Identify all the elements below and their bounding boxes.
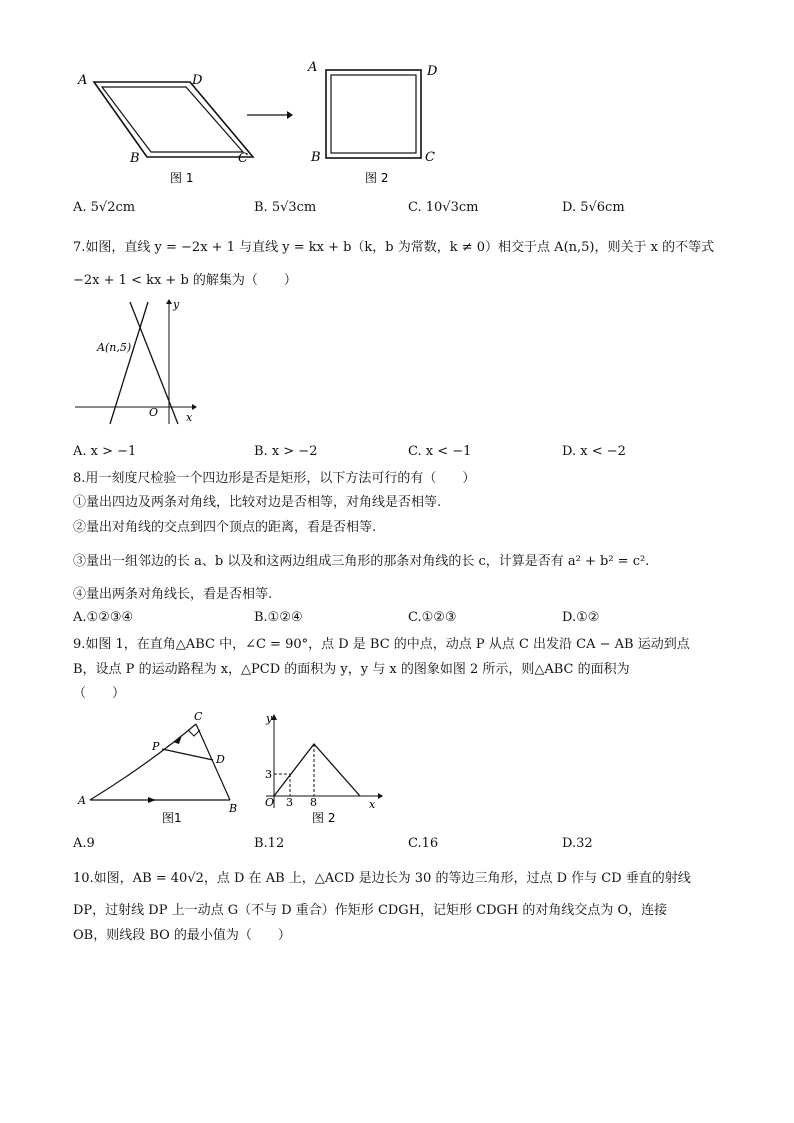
axis-y-label: y bbox=[266, 712, 273, 725]
axis-x-label: x bbox=[369, 798, 376, 811]
arrow-on-AB bbox=[148, 797, 156, 803]
q6-figure-2 bbox=[303, 55, 473, 190]
tick-x-3: 3 bbox=[286, 796, 293, 809]
q8-stem: 8.用一刻度尺检验一个四边形是否是矩形，以下方法可行的有（ ） bbox=[73, 471, 476, 486]
axis-x-label: x bbox=[186, 411, 193, 424]
origin-label: O bbox=[149, 406, 159, 419]
label-D: D bbox=[192, 73, 203, 88]
q8-item-1: ①量出四边及两条对角线，比较对边是否相等，对角线是否相等. bbox=[73, 495, 442, 510]
segment-PD bbox=[162, 749, 213, 760]
axis-y-label: y bbox=[173, 298, 180, 311]
side-AC bbox=[90, 724, 196, 800]
q7-stem-line2: −2x + 1 < kx + b 的解集为（ ） bbox=[73, 273, 297, 288]
tick-x-8: 8 bbox=[310, 796, 317, 809]
q7-option-b[interactable]: B. x > −2 bbox=[254, 444, 318, 459]
q7-figure bbox=[70, 296, 200, 431]
q7-stem-line1: 7.如图，直线 y = −2x + 1 与直线 y = kx + b（k，b 为常数，k ≠ 0）相交于点 A(n,5)，则关于 x 的不等式 bbox=[73, 240, 715, 255]
label-C: C bbox=[238, 151, 248, 166]
graph-y-vs-x bbox=[274, 744, 360, 796]
label-P: P bbox=[152, 740, 160, 753]
square-outer bbox=[326, 70, 421, 158]
point-A-label: A(n,5) bbox=[97, 341, 132, 354]
q9-stem-line1: 9.如图 1，在直角△ABC 中，∠C = 90°，点 D 是 BC 的中点，动点 P 从点 C 出发沿 CA − AB 运动到点 bbox=[73, 637, 690, 652]
q8-item-2: ②量出对角线的交点到四个顶点的距离，看是否相等. bbox=[73, 520, 377, 535]
q6-option-c[interactable]: C. 10√3cm bbox=[408, 200, 479, 215]
q8-option-b[interactable]: B.①②④ bbox=[254, 610, 303, 625]
q8-item-4: ④量出两条对角线长，看是否相等. bbox=[73, 587, 273, 602]
label-B: B bbox=[311, 150, 321, 165]
q8-option-d[interactable]: D.①② bbox=[562, 610, 600, 625]
parallelogram-outer bbox=[94, 82, 253, 157]
arrow-icon bbox=[245, 108, 295, 122]
right-angle-mark bbox=[188, 730, 200, 736]
q10-stem-line1: 10.如图，AB = 40√2，点 D 在 AB 上，△ACD 是边长为 30 的等边三角形，过点 D 作与 CD 垂直的射线 bbox=[73, 871, 691, 886]
q9-figure-2 bbox=[256, 708, 386, 828]
figure-caption: 图1 bbox=[162, 811, 182, 825]
q9-option-d[interactable]: D.32 bbox=[562, 836, 593, 851]
q9-option-b[interactable]: B.12 bbox=[254, 836, 285, 851]
q7-option-c[interactable]: C. x < −1 bbox=[408, 444, 472, 459]
tick-y-3: 3 bbox=[265, 768, 272, 781]
figure-caption: 图 2 bbox=[365, 171, 389, 185]
arrow-on-CA bbox=[173, 735, 182, 744]
label-B: B bbox=[229, 802, 238, 815]
q6-figure-1 bbox=[70, 58, 260, 188]
label-C: C bbox=[194, 710, 203, 723]
label-C: C bbox=[425, 150, 435, 165]
side-CB bbox=[196, 724, 230, 800]
q9-figure-1 bbox=[70, 708, 250, 828]
q7-option-d[interactable]: D. x < −2 bbox=[562, 444, 626, 459]
square-inner bbox=[331, 75, 416, 153]
label-D: D bbox=[216, 753, 225, 766]
label-A: A bbox=[308, 60, 318, 75]
q10-stem-line2: DP，过射线 DP 上一动点 G（不与 D 重合）作矩形 CDGH，记矩形 CDGH 的对角线交点为 O，连接 bbox=[73, 903, 668, 918]
q10-stem-line3: OB，则线段 BO 的最小值为（ ） bbox=[73, 928, 291, 943]
label-A: A bbox=[78, 794, 86, 807]
q8-option-c[interactable]: C.①②③ bbox=[408, 610, 457, 625]
q8-option-a[interactable]: A.①②③④ bbox=[73, 610, 134, 625]
figure-caption: 图 2 bbox=[312, 811, 336, 825]
q9-option-a[interactable]: A.9 bbox=[73, 836, 95, 851]
q9-option-c[interactable]: C.16 bbox=[408, 836, 439, 851]
line-y-kx-plus-b bbox=[110, 302, 148, 424]
origin-label: O bbox=[265, 796, 275, 809]
q6-option-b[interactable]: B. 5√3cm bbox=[254, 200, 317, 215]
q9-stem-line2: B，设点 P 的运动路程为 x，△PCD 的面积为 y，y 与 x 的图象如图 2 所示，则△ABC 的面积为 bbox=[73, 662, 630, 677]
figure-caption: 图 1 bbox=[170, 171, 194, 185]
label-D: D bbox=[427, 64, 438, 79]
q8-item-3: ③量出一组邻边的长 a、b 以及和这两边组成三角形的那条对角线的长 c，计算是否有 a² + b² = c². bbox=[73, 554, 650, 569]
label-A: A bbox=[78, 73, 88, 88]
q9-stem-line3: （ ） bbox=[73, 686, 126, 701]
q6-option-a[interactable]: A. 5√2cm bbox=[73, 200, 136, 215]
q6-option-d[interactable]: D. 5√6cm bbox=[562, 200, 625, 215]
label-B: B bbox=[130, 151, 140, 166]
q7-option-a[interactable]: A. x > −1 bbox=[73, 444, 137, 459]
